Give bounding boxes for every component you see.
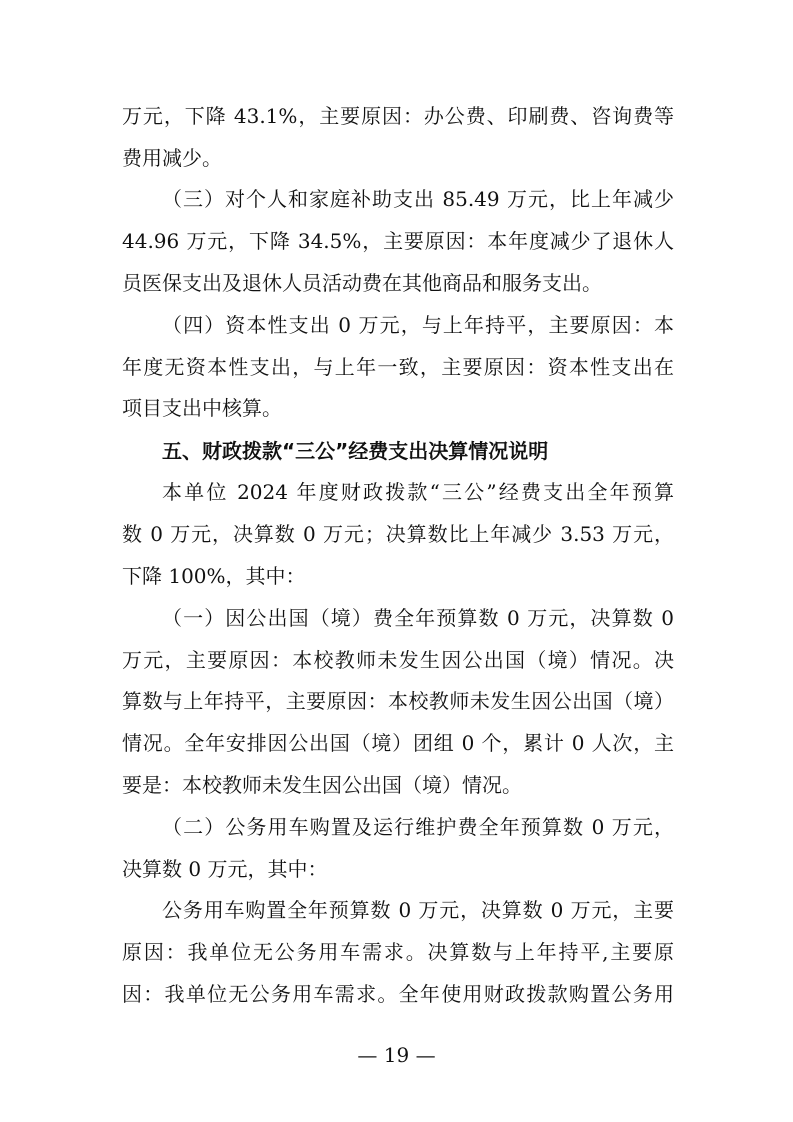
text-line-18: （二）公务用车购置及运行维护费全年预算数 0 万元，	[162, 815, 674, 839]
text-line-22: 因：我单位无公务用车需求。全年使用财政拨款购置公务用	[122, 982, 674, 1006]
text-line-21: 原因：我单位无公务用车需求。决算数与上年持平,主要原	[122, 940, 674, 964]
text-line-1: 万元，下降 43.1%，主要原因：办公费、印刷费、咨询费等	[122, 104, 674, 128]
text-line-4: 44.96 万元，下降 34.5%，主要原因：本年度减少了退休人	[122, 229, 674, 253]
text-line-17: 要是：本校教师未发生因公出国（境）情况。	[122, 773, 522, 797]
text-line-19: 决算数 0 万元，其中：	[122, 857, 328, 881]
text-line-6: （四）资本性支出 0 万元，与上年持平，主要原因：本	[162, 313, 674, 337]
text-line-15: 算数与上年持平，主要原因：本校教师未发生因公出国（境）	[122, 689, 674, 713]
section-heading: 五、财政拨款“三公”经费支出决算情况说明	[162, 439, 549, 463]
text-line-2: 费用减少。	[122, 146, 222, 170]
text-line-16: 情况。全年安排因公出国（境）团组 0 个，累计 0 人次，主	[122, 731, 674, 755]
text-line-3: （三）对个人和家庭补助支出 85.49 万元，比上年减少	[162, 187, 674, 211]
text-line-11: 数 0 万元，决算数 0 万元；决算数比上年减少 3.53 万元，	[122, 522, 674, 546]
text-line-13: （一）因公出国（境）费全年预算数 0 万元，决算数 0	[162, 606, 674, 630]
page-number: — 19 —	[357, 1043, 436, 1067]
text-line-5: 员医保支出及退休人员活动费在其他商品和服务支出。	[122, 271, 602, 295]
text-line-10: 本单位 2024 年度财政拨款“三公”经费支出全年预算	[162, 480, 674, 504]
text-line-20: 公务用车购置全年预算数 0 万元，决算数 0 万元，主要	[162, 898, 674, 922]
text-line-14: 万元，主要原因：本校教师未发生因公出国（境）情况。决	[122, 648, 674, 672]
text-line-12: 下降 100%，其中：	[122, 564, 306, 588]
text-line-7: 年度无资本性支出，与上年一致，主要原因：资本性支出在	[122, 355, 674, 379]
text-line-8: 项目支出中核算。	[122, 396, 282, 420]
